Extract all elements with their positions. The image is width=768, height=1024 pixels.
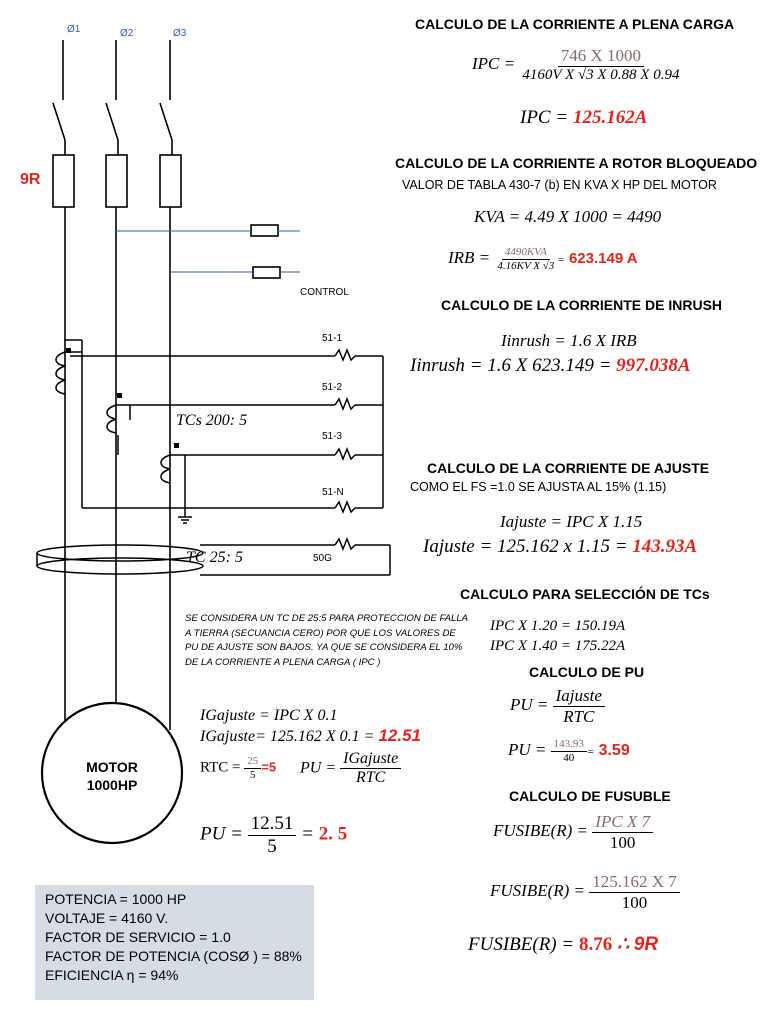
spec-voltaje: VOLTAJE = 4160 V.	[45, 910, 169, 926]
fuse-label: 9R	[20, 171, 41, 188]
motor-label: MOTOR 1000HP	[86, 759, 138, 793]
relay-51-3-label: 51-3	[322, 431, 343, 442]
pu-formula: PU = $\frac{\text{Iajuste}}{\text{RTC}}$	[510, 686, 605, 726]
spec-eficiencia: EFICIENCIA η = 94%	[45, 967, 179, 983]
pu-title: CALCULO DE PU	[529, 664, 645, 680]
tcs-eq2: IPC X 1.40 = 175.22A	[490, 638, 626, 654]
tcs-eq1: IPC X 1.20 = 150.19A	[490, 618, 626, 634]
inrush-title: CALCULO DE LA CORRIENTE DE INRUSH	[441, 297, 723, 313]
inrush-eq1: Iinrush = 1.6 X IRB	[501, 331, 637, 350]
spec-potencia: POTENCIA = 1000 HP	[45, 891, 187, 907]
ajuste-title: CALCULO DE LA CORRIENTE DE AJUSTE	[427, 460, 710, 476]
relay-51-n-label: 51-N	[322, 487, 344, 498]
fusible-formula-1: FUSIBE(R) = $\frac{\text{IPC X 7}}{100}$	[493, 812, 653, 852]
ajuste-eq2: Iajuste = 125.162 x 1.15 = 143.93A	[423, 536, 698, 557]
igajuste-eq1: IGajuste = IPC X 0.1	[200, 707, 338, 724]
motor-specs-box	[35, 885, 314, 1000]
ipc-result: IPC = 125.162A	[520, 107, 648, 128]
ajuste-subtitle: COMO EL FS =1.0 SE AJUSTA AL 15% (1.15)	[410, 480, 667, 494]
ground-pu-formula: PU = $\frac{\text{IGajuste}}{\text{RTC}}$	[300, 750, 401, 788]
tcs-ratio-label: TCs 200: 5	[176, 412, 248, 429]
phase-3-label: Ø3	[173, 28, 187, 39]
kva-equation: KVA = 4.49 X 1000 = 4490	[474, 207, 662, 226]
relay-50g-label: 50G	[313, 553, 332, 564]
inrush-eq2: Iinrush = 1.6 X 623.149 = 997.038A	[410, 355, 691, 376]
ground-pu-result: PU = $\frac{12.51}{5}$ = 2. 5	[200, 813, 348, 857]
irb-subtitle: VALOR DE TABLA 430-7 (b) EN KVA X HP DEL MOTOR	[402, 178, 717, 192]
irb-formula: IRB = $\frac{\text{4490KVA}}{\text{4.16KV X √3}}$ = 623.149 A	[448, 246, 638, 272]
phase-2-label: Ø2	[120, 28, 134, 39]
igajuste-eq2: IGajuste= 125.162 X 0.1 = 12.51	[200, 726, 422, 745]
spec-factor-potencia: FACTOR DE POTENCIA (COSØ ) = 88%	[45, 948, 302, 964]
ground-fault-note: SE CONSIDERA UN TC DE 25:5 PARA PROTECCION DE FALLA A TIERRA (SECUANCIA CERO) POR QUE LOS VALORES DE PU DE AJUSTE SON BAJOS. YA QUE SE CONSIDERA EL 10% DE LA CORRIENTE A PLENA CARGA ( IPC )	[185, 613, 468, 668]
spec-factor-servicio: FACTOR DE SERVICIO = 1.0	[45, 929, 231, 945]
fusible-formula-2: FUSIBE(R) = $\frac{125.162 X 7}{100}$	[490, 872, 680, 912]
control-label: CONTROL	[300, 287, 349, 298]
tcs-title: CALCULO PARA SELECCIÓN DE TCs	[460, 586, 710, 602]
relay-51-1-label: 51-1	[322, 333, 343, 344]
tc-ground-label: TC 25: 5	[186, 549, 243, 566]
ipc-title: CALCULO DE LA CORRIENTE A PLENA CARGA	[415, 16, 735, 32]
fusible-title: CALCULO DE FUSUBLE	[509, 788, 671, 804]
irb-title: CALCULO DE LA CORRIENTE A ROTOR BLOQUEADO	[395, 155, 758, 171]
ipc-formula: IPC = $\frac{746 X 1000}{\text{4160V X √3 X 0.88 X 0.94}}$	[472, 46, 680, 83]
relay-51-2-label: 51-2	[322, 382, 343, 393]
ajuste-eq1: Iajuste = IPC X 1.15	[500, 512, 643, 531]
phase-1-label: Ø1	[67, 24, 81, 35]
pu-formula-2: PU = $\frac{143.93}{40}$ = 3.59	[508, 738, 630, 764]
fusible-result: FUSIBE(R) = 8.76 ∴ 9R	[468, 934, 659, 955]
rtc-formula: RTC = $\frac{25}{5}$ =5	[200, 755, 277, 781]
